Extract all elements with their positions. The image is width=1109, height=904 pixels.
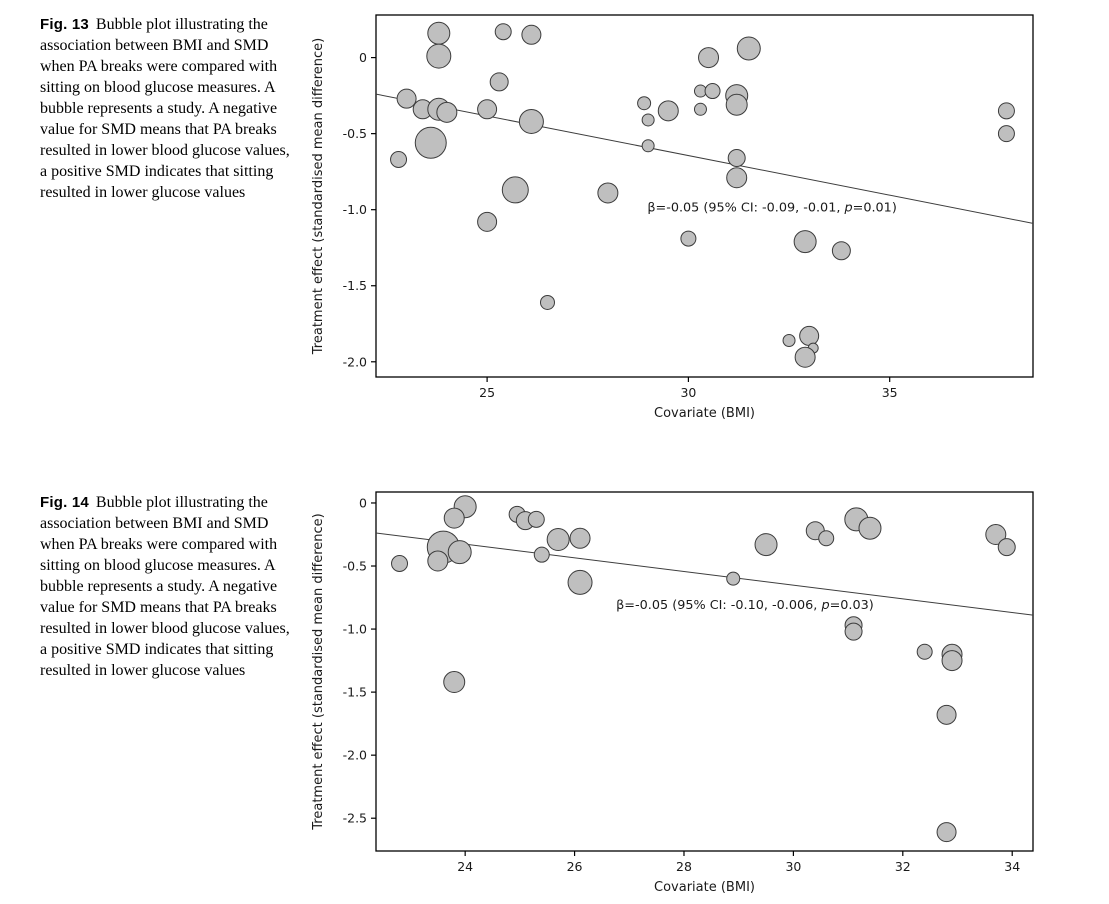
study-bubble xyxy=(415,127,446,158)
study-bubble xyxy=(478,212,497,231)
study-bubble xyxy=(397,89,416,108)
y-tick-label: -1.0 xyxy=(342,202,367,218)
study-bubble xyxy=(502,177,528,203)
study-bubble xyxy=(937,823,956,842)
y-tick-label: -1.0 xyxy=(342,621,367,637)
study-bubble xyxy=(391,151,407,167)
study-bubble xyxy=(444,508,464,528)
x-tick-label: 28 xyxy=(676,859,692,874)
study-bubble xyxy=(568,570,592,594)
figure-14-label: Fig. 14 xyxy=(40,494,89,511)
y-axis-title: Treatment effect (standardised mean difference) xyxy=(311,513,326,830)
study-bubble xyxy=(437,102,457,122)
study-bubble xyxy=(598,183,618,203)
study-bubble xyxy=(699,48,719,68)
x-tick-label: 25 xyxy=(479,385,496,400)
y-tick-label: -2.5 xyxy=(342,810,367,826)
x-tick-label: 30 xyxy=(680,385,697,400)
study-bubble xyxy=(495,24,511,40)
study-bubble xyxy=(800,326,819,345)
study-bubble xyxy=(638,97,651,110)
x-tick-label: 35 xyxy=(881,385,898,400)
study-bubble xyxy=(547,529,569,551)
y-tick-label: -1.5 xyxy=(342,278,367,294)
study-bubble xyxy=(427,44,451,68)
study-bubble xyxy=(570,528,590,548)
fig13-bubble-chart xyxy=(308,10,1043,430)
study-bubble xyxy=(795,347,815,367)
study-bubble xyxy=(444,672,465,693)
study-bubble xyxy=(392,555,408,571)
plot-border xyxy=(376,15,1033,377)
beta-annotation: β=-0.05 (95% CI: -0.09, -0.01, p=0.01) xyxy=(647,200,897,216)
x-tick-label: 26 xyxy=(566,859,583,874)
study-bubble xyxy=(478,100,497,119)
study-bubble xyxy=(845,623,862,640)
study-bubble xyxy=(937,705,956,724)
fig14-bubble-chart xyxy=(308,478,1043,904)
x-tick-label: 32 xyxy=(894,859,911,874)
figure-13-label: Fig. 13 xyxy=(40,16,89,33)
plot-border xyxy=(376,492,1033,851)
x-tick-label: 30 xyxy=(785,859,802,874)
study-bubble xyxy=(998,126,1014,142)
y-tick-label: 0 xyxy=(359,495,367,511)
study-bubble xyxy=(519,109,543,133)
x-axis-title: Covariate (BMI) xyxy=(654,406,755,421)
study-bubble xyxy=(428,22,450,44)
y-tick-label: -0.5 xyxy=(342,558,367,574)
study-bubble xyxy=(694,103,706,115)
study-bubble xyxy=(727,168,747,188)
study-bubble xyxy=(658,101,678,121)
y-tick-label: -1.5 xyxy=(342,684,367,700)
y-tick-label: -2.0 xyxy=(342,747,367,763)
beta-annotation: β=-0.05 (95% CI: -0.10, -0.006, p=0.03) xyxy=(616,598,874,614)
study-bubble xyxy=(737,37,760,60)
study-bubble xyxy=(783,334,795,346)
study-bubble xyxy=(642,114,654,126)
study-bubble xyxy=(998,103,1014,119)
y-tick-label: 0 xyxy=(359,50,367,66)
study-bubble xyxy=(428,551,448,571)
study-bubble xyxy=(942,651,962,671)
study-bubble xyxy=(448,541,471,564)
study-bubble xyxy=(728,149,745,166)
y-axis-title: Treatment effect (standardised mean difference) xyxy=(311,37,326,355)
figure-14-caption-text: Bubble plot illustrating the association between BMI and SMD when PA breaks were compared with sitting on blood glucose measures. A bubble represents a study. A negative value for SMD means that PA breaks resulted in lower blood glucose values, a positive SMD indicates that sitting resulted in lower glucose values xyxy=(40,494,290,679)
x-tick-label: 34 xyxy=(1004,859,1021,874)
figure-14-caption xyxy=(40,492,296,681)
study-bubble xyxy=(540,295,554,309)
x-tick-label: 24 xyxy=(457,859,474,874)
study-bubble xyxy=(917,644,932,659)
study-bubble xyxy=(490,73,508,91)
x-axis-title: Covariate (BMI) xyxy=(654,880,755,895)
study-bubble xyxy=(819,531,834,546)
study-bubble xyxy=(727,572,740,585)
study-bubble xyxy=(642,140,654,152)
study-bubble xyxy=(832,242,850,260)
study-bubble xyxy=(681,231,696,246)
study-bubble xyxy=(726,94,747,115)
y-tick-label: -2.0 xyxy=(342,354,367,370)
study-bubble xyxy=(705,84,720,99)
study-bubble xyxy=(794,231,816,253)
study-bubble xyxy=(755,534,777,556)
figure-13-caption-text: Bubble plot illustrating the association between BMI and SMD when PA breaks were compared with sitting on blood glucose measures. A bubble represents a study. A negative value for SMD means that PA breaks resulted in lower blood glucose values, a positive SMD indicates that sitting resulted in lower glucose values xyxy=(40,16,290,201)
study-bubble xyxy=(859,517,881,539)
study-bubble xyxy=(522,25,541,44)
study-bubble xyxy=(534,547,549,562)
y-tick-label: -0.5 xyxy=(342,126,367,142)
study-bubble xyxy=(998,539,1015,556)
figure-13-caption xyxy=(40,14,296,203)
study-bubble xyxy=(528,511,544,527)
